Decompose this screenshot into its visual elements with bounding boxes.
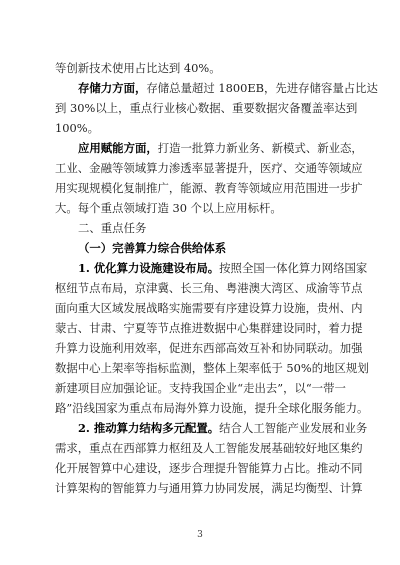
paragraph-line [55,58,349,78]
text-run: 等创新技术使用占比达到 40%。 [55,61,221,75]
text-run: 数据中心上架率等指标监测，整体上架率低于 50%的地区规划 [55,361,369,375]
text-run: 大。每个重点领域打造 30 个以上应用标杆。 [55,201,282,215]
text-run: 需求，重点在西部算力枢纽及人工智能发展基础较好地区集约 [55,441,363,455]
text-run: 新建项目应加强论证。支持我国企业“走出去”，以“一带一 [55,381,346,395]
text-run: 用实现规模化复制推广，能源、教育等领域应用范围进一步扩 [55,181,363,195]
paragraph-storage [55,78,378,98]
text-run: 按照全国一体化算力网络国家 [219,261,368,275]
paragraph-structure [55,418,368,438]
body-text [55,58,378,498]
paragraph-line [55,438,363,458]
text-run: 路”沿线国家为重点布局海外算力设施，提升全球化服务能力。 [55,401,369,415]
paragraph-line [55,358,369,378]
text-run: 到 30%以上，重点行业核心数据、重要数据灾备覆盖率达到 [55,101,358,115]
page-number: 3 [197,530,203,540]
paragraph-line [55,158,363,178]
text-run: 计算架构的智能算力与通用算力协同发展，满足均衡型、计算 [55,481,363,495]
paragraph-line [55,458,363,478]
paragraph-line [55,198,349,218]
paragraph-line [55,378,349,398]
text-run: 存储总量超过 1800EB，先进存储容量占比达 [146,81,378,95]
text-run: 工业、金融等领域算力渗透率显著提升，医疗、交通等领域应 [55,161,363,175]
text-run: 化开展智算中心建设，逐步合理提升智能算力占比。推动不同 [55,461,363,475]
paragraph-line [55,98,358,118]
subsection-title: （一）完善算力综合供给体系 [78,241,227,255]
paragraph-heading: 2. 推动算力结构多元配置。 [78,421,220,435]
text-run: 打造一批算力新业务、新模式、新业态， [157,141,363,155]
text-run: 面向重大区域发展战略实施需要有序建设算力设施，贵州、内 [55,301,363,315]
section-title: 二、重点任务 [78,221,147,235]
text-run: 100%。 [55,121,99,135]
paragraph-application [55,138,363,158]
paragraph-line [55,278,363,298]
paragraph-layout [55,258,368,278]
paragraph-line [55,298,363,318]
text-run: 枢纽节点布局，京津冀、长三角、粤港澳大湾区、成渝等节点 [55,281,363,295]
paragraph-heading: 存储力方面， [78,81,147,95]
paragraph-line [55,398,369,418]
text-run: 升算力设施利用效率，促进东西部高效互补和协同联动。加强 [55,341,363,355]
paragraph-line [55,178,363,198]
paragraph-heading: 1. 优化算力设施建设布局。 [78,261,220,275]
paragraph-line [55,118,349,138]
text-run: 结合人工智能产业发展和业务 [219,421,368,435]
text-run: 蒙古、甘肃、宁夏等节点推进数据中心集群建设同时，着力提 [55,321,363,335]
paragraph-line [55,478,363,498]
paragraph-line [55,338,363,358]
paragraph-heading: 应用赋能方面， [78,141,158,155]
paragraph-line [55,318,363,338]
